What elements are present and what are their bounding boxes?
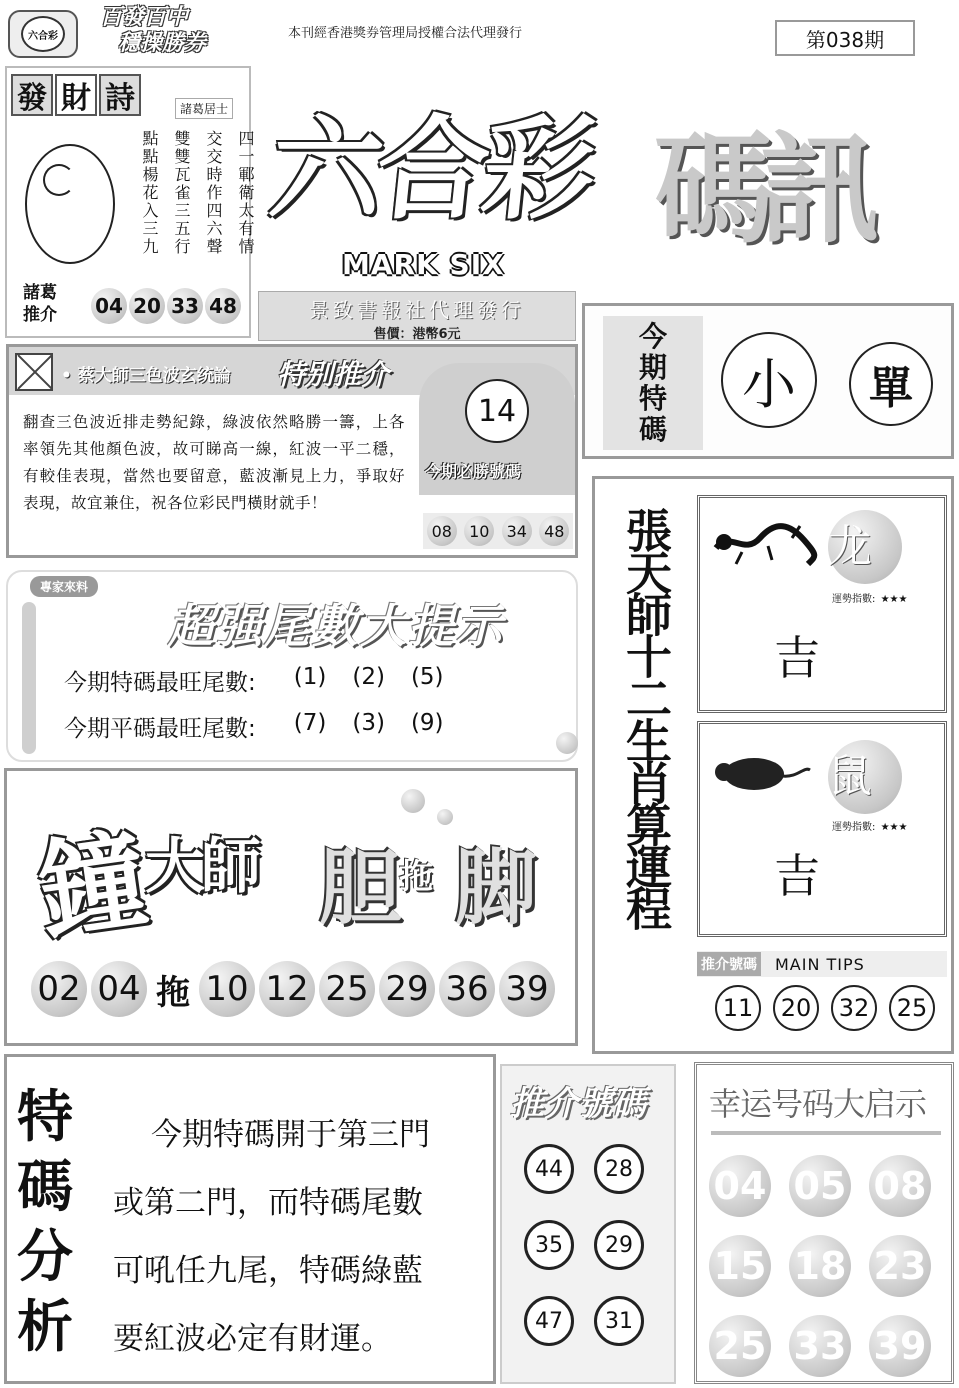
poem-verses xyxy=(139,130,255,256)
poem-numbers xyxy=(91,288,241,324)
poem-column-2: 交交時作四六聲 xyxy=(204,130,223,256)
special-code-label xyxy=(603,316,703,450)
poem-column-4: 點點楊花入三九 xyxy=(140,130,159,256)
analysis-title xyxy=(17,1083,73,1363)
zhong-title-4: 拖 xyxy=(399,857,433,897)
slogan-line-1: 百發百中 xyxy=(100,4,189,30)
header-logo xyxy=(8,10,78,58)
zodiac-card-dragon xyxy=(697,495,947,713)
cai-checkbox-icon xyxy=(15,353,53,391)
lucky-number: 15 xyxy=(709,1235,771,1297)
slogan-line-2: 穩操勝券 xyxy=(118,30,207,56)
zhong-number: 04 xyxy=(91,961,147,1017)
tips-en: MAIN TIPS xyxy=(775,954,865,974)
zodiac-panel xyxy=(592,476,954,1054)
rec-number: 47 xyxy=(524,1296,574,1346)
zhong-title-3: 胆 xyxy=(319,841,402,936)
masthead-title: 六合彩 xyxy=(264,105,596,235)
analysis-title-char: 分 xyxy=(17,1225,73,1290)
cai-number: 48 xyxy=(539,516,569,546)
cai-win-box xyxy=(419,363,575,495)
tail-row-1-label: 今期特碼最旺尾數: xyxy=(64,670,256,696)
tail-value: (9) xyxy=(410,710,444,736)
analysis-line: 可吼任九尾，特碼綠藍 xyxy=(113,1253,423,1289)
luck-label-text: 運勢指數: xyxy=(832,594,876,605)
analysis-title-char: 特 xyxy=(17,1085,73,1150)
cai-numbers xyxy=(423,513,573,549)
tail-value: (1) xyxy=(293,664,327,690)
cai-number: 10 xyxy=(464,516,494,546)
zhong-number: 29 xyxy=(379,961,435,1017)
analysis-body xyxy=(113,1101,489,1373)
analysis-line: 今期特碼開于第三門 xyxy=(151,1117,430,1153)
issue-number: 第038期 xyxy=(775,20,915,56)
zhong-bubble xyxy=(401,789,425,813)
zhong-title-5: 脚 xyxy=(455,841,538,936)
win-label: 今期必勝號碼 xyxy=(425,462,522,481)
poem-author: 諸葛居士 xyxy=(175,98,233,119)
lucky-number: 05 xyxy=(789,1155,851,1217)
poem-egg-illustration xyxy=(25,144,115,264)
zodiac-animal-badge: 龙 xyxy=(828,510,902,584)
poem-panel xyxy=(5,66,255,338)
zhong-number: 25 xyxy=(319,961,375,1017)
poem-recommend-label xyxy=(23,282,57,326)
header-slogan xyxy=(100,4,240,60)
win-number: 14 xyxy=(465,379,529,443)
cai-body: 翻查三色波近排走勢紀錄，綠波依然略勝一籌，上各率領先其他顏色波，故可睇高一線，紅波一平二穩，有較佳表現，當然也要留意，藍波漸見上力，爭取好表現，故宜兼住，祝各位彩民門橫財就手！ xyxy=(23,413,405,512)
recommend-label-1: 諸葛 xyxy=(23,283,57,303)
tail-side-bar xyxy=(22,602,36,754)
tip-number: 11 xyxy=(715,985,761,1031)
poem-column-1: 四一鄆衛太有情 xyxy=(236,130,255,256)
rec-number: 28 xyxy=(594,1144,644,1194)
analysis-line: 或第二門，而特碼尾數 xyxy=(113,1185,423,1221)
lucky-number: 08 xyxy=(869,1155,931,1217)
lucky-panel xyxy=(694,1062,954,1384)
special-code-tag-small: 小 xyxy=(721,332,817,428)
special-code-char: 特 xyxy=(638,382,667,415)
rec-title: 推介號碼 xyxy=(510,1084,646,1124)
cai-number: 08 xyxy=(427,516,457,546)
logo-badge xyxy=(21,16,65,52)
poem-number: 04 xyxy=(91,288,127,324)
tips-label: 推介號碼 xyxy=(697,952,761,976)
rat-icon xyxy=(712,748,812,798)
cai-number: 34 xyxy=(502,516,532,546)
analysis-title-char: 析 xyxy=(17,1295,73,1360)
rec-grid xyxy=(524,1144,664,1346)
zhong-numbers xyxy=(31,961,555,1017)
tip-number: 32 xyxy=(831,985,877,1031)
zodiac-result: 吉 xyxy=(774,631,820,685)
rec-number: 35 xyxy=(524,1220,574,1270)
poem-title-char-2: 財 xyxy=(55,74,97,116)
poem-title xyxy=(11,74,141,116)
zhong-number: 02 xyxy=(31,961,87,1017)
analysis-title-char: 碼 xyxy=(17,1155,73,1220)
analysis-line: 要紅波必定有財運。 xyxy=(113,1321,392,1357)
lucky-number: 04 xyxy=(709,1155,771,1217)
special-code-char: 期 xyxy=(638,351,667,384)
lucky-title: 幸运号码大启示 xyxy=(709,1085,927,1123)
tail-value: (7) xyxy=(293,710,327,736)
poem-title-char-1: 發 xyxy=(11,74,53,116)
lucky-number: 33 xyxy=(789,1315,851,1377)
masthead-subtitle: MARK SIX xyxy=(342,248,505,281)
tail-value: (3) xyxy=(352,710,385,736)
luck-label-text: 運勢指數: xyxy=(832,822,876,833)
lucky-number: 39 xyxy=(869,1315,931,1377)
poem-column-3: 雙雙瓦雀三五行 xyxy=(172,130,191,256)
special-code-char: 今 xyxy=(638,320,667,353)
poem-number: 20 xyxy=(129,288,165,324)
dragon-icon xyxy=(712,512,822,574)
zhong-title-1: 鐘 xyxy=(30,816,155,956)
masthead xyxy=(254,70,954,290)
lucky-number: 25 xyxy=(709,1315,771,1377)
tail-row-2-label: 今期平碼最旺尾數: xyxy=(64,716,256,742)
tail-row-2 xyxy=(64,710,444,743)
zhong-bubble xyxy=(437,809,453,825)
price: 售價：港幣6元 xyxy=(373,327,461,342)
zhong-title xyxy=(27,793,567,956)
zodiac-result: 吉 xyxy=(774,849,820,903)
poem-title-char-3: 詩 xyxy=(99,74,141,116)
header-notice: 本刊經香港獎券管理局授權合法代理發行 xyxy=(288,26,523,41)
cai-panel xyxy=(6,344,578,558)
special-code-char: 碼 xyxy=(638,413,667,446)
rec-panel xyxy=(500,1064,676,1384)
tail-panel xyxy=(6,570,578,762)
rec-number: 31 xyxy=(594,1296,644,1346)
luck-stars: ★★★ xyxy=(880,822,908,833)
lucky-number: 23 xyxy=(869,1235,931,1297)
tip-number: 25 xyxy=(889,985,935,1031)
poem-number: 48 xyxy=(205,288,241,324)
luck-label xyxy=(832,590,907,605)
zhong-number: 10 xyxy=(199,961,255,1017)
rec-number: 44 xyxy=(524,1144,574,1194)
zhong-number: 39 xyxy=(499,961,555,1017)
lucky-number: 18 xyxy=(789,1235,851,1297)
tail-value: (5) xyxy=(410,664,444,690)
special-code-panel xyxy=(582,303,954,459)
egg-swirl xyxy=(43,164,75,196)
tail-value: (2) xyxy=(352,664,385,690)
zodiac-card-rat xyxy=(697,721,947,937)
lucky-title-underline xyxy=(711,1131,941,1135)
luck-stars: ★★★ xyxy=(880,594,908,605)
rec-number: 29 xyxy=(594,1220,644,1270)
zhong-drag-label: 拖 xyxy=(156,972,190,1013)
publisher-name: 景致書報社代理發行 xyxy=(309,298,525,322)
tip-number: 20 xyxy=(773,985,819,1031)
special-code-tag-odd: 單 xyxy=(849,342,933,426)
zhong-number: 36 xyxy=(439,961,495,1017)
zodiac-tips-header xyxy=(697,951,947,977)
analysis-panel xyxy=(4,1054,496,1384)
tail-tag: 專家來料 xyxy=(30,576,98,597)
luck-label xyxy=(832,818,907,833)
publisher-bar xyxy=(258,291,576,341)
cai-heading-tag: 特别推介 xyxy=(277,358,390,391)
zodiac-title: 張天師十二生肖算運程 xyxy=(619,507,673,927)
poem-number: 33 xyxy=(167,288,203,324)
lucky-grid xyxy=(709,1155,949,1377)
zhong-title-2: 大師 xyxy=(145,832,257,902)
logo-text: 六合彩 xyxy=(28,30,58,42)
masthead-side-title: 碼訊 xyxy=(654,121,866,260)
tail-title: 超强尾數大提示 xyxy=(168,599,504,653)
zhong-panel xyxy=(4,768,578,1046)
zodiac-tips xyxy=(715,985,935,1031)
zhong-number: 12 xyxy=(259,961,315,1017)
tail-row-1 xyxy=(64,664,444,697)
recommend-label-2: 推介 xyxy=(23,305,57,325)
cai-heading: • 蔡大師三色波玄统論 xyxy=(61,366,231,386)
zodiac-animal-badge: 鼠 xyxy=(828,740,902,814)
tail-bubble xyxy=(556,732,578,754)
